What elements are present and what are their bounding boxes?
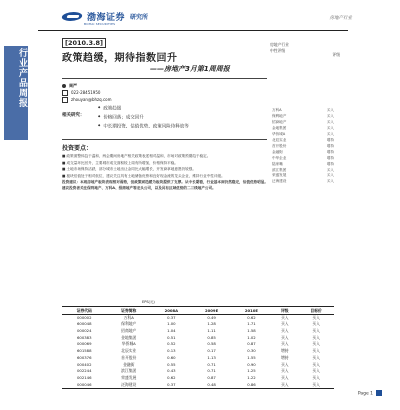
paragraph: ■ 土地市场保持活跃，部分城市土地出让金同比大幅增长，开发商拿地意愿仍较强。 [62, 167, 196, 172]
stock-rating: 买入 [326, 131, 334, 136]
table-cell: 0.60 [167, 354, 176, 360]
stock-name: 金融街 [272, 149, 283, 154]
table-cell: 002244 [77, 368, 92, 374]
table-cell: 买入 [312, 374, 320, 380]
table-row [62, 321, 334, 328]
related-item: ◆ 政策趋缓 [98, 104, 338, 113]
stock-rating: 增持 [326, 149, 334, 154]
table-cell: 0.52 [167, 341, 176, 347]
stock-name: 首开股份 [272, 143, 287, 148]
rating-line: 房地产行业 [270, 42, 289, 47]
table-cell: 买入 [312, 361, 320, 367]
logo-text: 渤海证券 [87, 13, 126, 23]
stock-rating: 买入 [326, 119, 334, 124]
table-row [62, 314, 334, 321]
analyst-name: 周严 [69, 83, 77, 88]
table-cell: 600383 [77, 334, 92, 340]
table-cell: 买入 [312, 328, 320, 333]
table-cell: 买入 [312, 321, 320, 327]
bohai-logo-icon [62, 10, 84, 23]
table-cell: 1.22 [247, 374, 256, 380]
table-cell: 000024 [77, 328, 92, 333]
table-cell: 000002 [77, 314, 92, 320]
table-cell: 买入 [281, 334, 289, 340]
divider [62, 139, 267, 140]
table-cell: 金融街 [123, 361, 135, 367]
table-row [62, 348, 334, 355]
stock-name: 泛海建设 [272, 179, 287, 184]
paragraph: ■ 板块估值处于相对低位，建议关注具有土地储备优势和良好现金流的龙头企业，维持行业中性评级。 [62, 173, 225, 178]
table-cell: 601588 [77, 348, 92, 354]
report-date: [2010.3.8] [62, 38, 106, 48]
table-cell: 0.86 [232, 382, 272, 389]
table-cell: 增持 [281, 348, 289, 354]
table-cell: 0.71 [207, 368, 216, 374]
table-cell: 保利地产 [121, 321, 137, 327]
logo-dept: 研究所 [130, 14, 149, 21]
list-item [272, 179, 334, 185]
paragraph: ■ 政策面整体趋于温和，两会期间房地产相关政策表述相对温和，市场对政策预期趋于稳定。 [62, 154, 211, 158]
related-item: ◆ 价格回落；成交回升 [98, 113, 338, 122]
logo-subtitle: BOHAI SECURITIES [84, 22, 116, 26]
table-cell: 买入 [312, 314, 320, 320]
stock-rating: 买入 [326, 179, 334, 184]
analyst-email[interactable]: zhouyan@bhzq.com [71, 97, 112, 102]
sidebar-label: 行业产品周报 [17, 48, 27, 108]
table-cell: 0.30 [247, 348, 256, 354]
table-cell: 0.62 [247, 314, 256, 320]
table-row [62, 341, 334, 348]
table-cell: 0.71 [207, 361, 216, 367]
stock-rating-list [272, 108, 334, 185]
table-cell: 荣盛发展 [121, 374, 137, 380]
column-header: 证券简称 [107, 307, 152, 315]
table-cell: 0.17 [207, 348, 216, 354]
table-cell: 1.04 [167, 328, 176, 333]
stock-name: 陆家嘴 [272, 161, 283, 166]
table-row [62, 355, 334, 362]
report-title: 政策趋缓，期待指数回升 [62, 53, 178, 64]
stock-rating: 增持 [326, 143, 334, 148]
table-cell: 买入 [298, 382, 334, 389]
table-cell: 1.02 [247, 334, 256, 340]
paragraph: ■ 成交量环比回升，主要城市成交面积较上周有所增加，价格保持平稳。 [62, 160, 178, 165]
page-number [358, 390, 382, 397]
column-header: 2008A [151, 307, 192, 315]
stock-name: 招商地产 [272, 119, 287, 124]
column-header: 评级 [271, 307, 298, 315]
paragraph: 投资建议：本周房地产板块表现相对弱势，但政策面趋缓为板块提供了支撑。从中长期看，行业基本面仍然稳定，估值优势明显。建议投资者关注保利地产、万科A、招商地产等龙头公司，以及具有区域优势的二三线地产公司。 [62, 180, 268, 191]
table-cell: 000069 [77, 341, 92, 347]
table-cell: 600048 [77, 321, 92, 327]
table-cell: 买入 [312, 368, 320, 374]
analyst-info [62, 82, 112, 103]
analyst-phone: 022-28451950 [71, 90, 101, 95]
table-cell: 招商地产 [121, 328, 137, 333]
table-cell: 1.28 [207, 321, 216, 327]
table-cell: 买入 [281, 321, 289, 327]
table-cell: 增持 [281, 354, 289, 360]
table-cell: 万科A [123, 314, 134, 320]
table-cell: 0.85 [207, 334, 216, 340]
key-points-body [62, 153, 268, 192]
table-cell: 0.37 [167, 314, 176, 320]
table-cell: 1.71 [247, 321, 256, 327]
rating-box [270, 42, 340, 57]
table-cell: 000046 [62, 382, 107, 389]
table-cell: 买入 [281, 374, 289, 380]
industry-tag: 房地产行业 [329, 16, 352, 21]
table-cell: 买入 [281, 314, 289, 320]
table-cell: 0.37 [151, 382, 192, 389]
stock-rating: 买入 [326, 173, 334, 178]
column-header: 目标价 [298, 307, 334, 315]
table-caption: EPS(元) [142, 300, 155, 304]
stock-rating: 增持 [326, 155, 334, 160]
column-header: 证券代码 [62, 307, 107, 315]
related-item: ◆ 中长期投资、估值优势、政策风险待释放等 [98, 122, 338, 131]
table-row [62, 368, 334, 375]
table-cell: 滨江集团 [121, 368, 137, 374]
table-cell: 002146 [77, 374, 92, 380]
stock-name: 保利地产 [272, 113, 287, 118]
person-icon [62, 84, 66, 88]
stock-rating: 增持 [326, 161, 334, 166]
column-header: 2009E [192, 307, 232, 315]
table-cell: 买入 [271, 382, 298, 389]
table-cell: 0.13 [167, 348, 176, 354]
table-cell: 1.00 [167, 321, 176, 327]
stock-name: 荣盛发展 [272, 173, 287, 178]
stock-table [62, 306, 334, 389]
table-cell: 600376 [77, 354, 92, 360]
table-cell: 买入 [281, 368, 289, 374]
table-cell: 0.62 [167, 374, 176, 380]
table-cell: 0.87 [207, 374, 216, 380]
rating-tag: 评级 [332, 52, 340, 57]
table-row [62, 362, 334, 369]
stock-rating: 买入 [326, 113, 334, 118]
table-cell: 0.49 [207, 314, 216, 320]
table-cell: 0.87 [247, 341, 256, 347]
table-cell: 泛海建设 [107, 382, 152, 389]
table-cell: 000402 [77, 361, 92, 367]
stock-rating: 增持 [326, 137, 334, 142]
divider [62, 78, 267, 79]
table-cell: 0.51 [167, 334, 176, 340]
table-cell: 0.58 [207, 341, 216, 347]
page-mark-icon [376, 390, 382, 396]
rating-line: 中性评级 [270, 48, 286, 53]
table-row [62, 382, 334, 389]
stock-name: 万科A [272, 108, 282, 112]
table-cell: 1.11 [207, 328, 216, 333]
stock-name: 华侨城A [272, 131, 286, 136]
table-cell: 华侨城A [121, 341, 136, 347]
email-icon [62, 97, 68, 103]
table-cell: 买入 [312, 354, 320, 360]
table-row [62, 335, 334, 342]
table-cell: 买入 [312, 348, 320, 354]
table-cell: 金地集团 [121, 334, 137, 340]
related-label: 相关研究： [62, 112, 85, 118]
table-row [62, 375, 334, 382]
table-cell: 买入 [281, 361, 289, 367]
stock-name: 中华企业 [272, 155, 287, 160]
table-cell: 买入 [312, 341, 320, 347]
stock-rating: 买入 [326, 125, 334, 130]
table-cell: 1.25 [247, 368, 256, 374]
table-cell: 买入 [281, 328, 289, 333]
stock-rating: 买入 [326, 167, 334, 172]
table-cell: 1.13 [207, 354, 216, 360]
table-cell: 1.58 [247, 328, 256, 333]
table-cell: 买入 [312, 334, 320, 340]
stock-name: 金地集团 [272, 125, 287, 130]
table-cell: 0.55 [167, 361, 176, 367]
table-row [62, 328, 334, 335]
header-rule [38, 30, 348, 31]
table-cell: 首开股份 [121, 354, 137, 360]
report-subtitle: ——房地产3月第1周周报 [150, 65, 230, 73]
table-cell: 0.48 [192, 382, 232, 389]
table-cell: 1.55 [247, 354, 256, 360]
stock-rating: 买入 [326, 108, 334, 112]
key-points-title: 投资要点： [62, 145, 93, 152]
stock-name: 北辰实业 [272, 137, 287, 142]
table-cell: 北辰实业 [121, 348, 137, 354]
table-cell: 买入 [281, 341, 289, 347]
table-cell: 0.43 [167, 368, 176, 374]
column-header: 2010E [232, 307, 272, 315]
page-label: Page 1 [357, 391, 373, 397]
table-cell: 0.90 [247, 361, 256, 367]
stock-name: 滨江集团 [272, 167, 287, 172]
